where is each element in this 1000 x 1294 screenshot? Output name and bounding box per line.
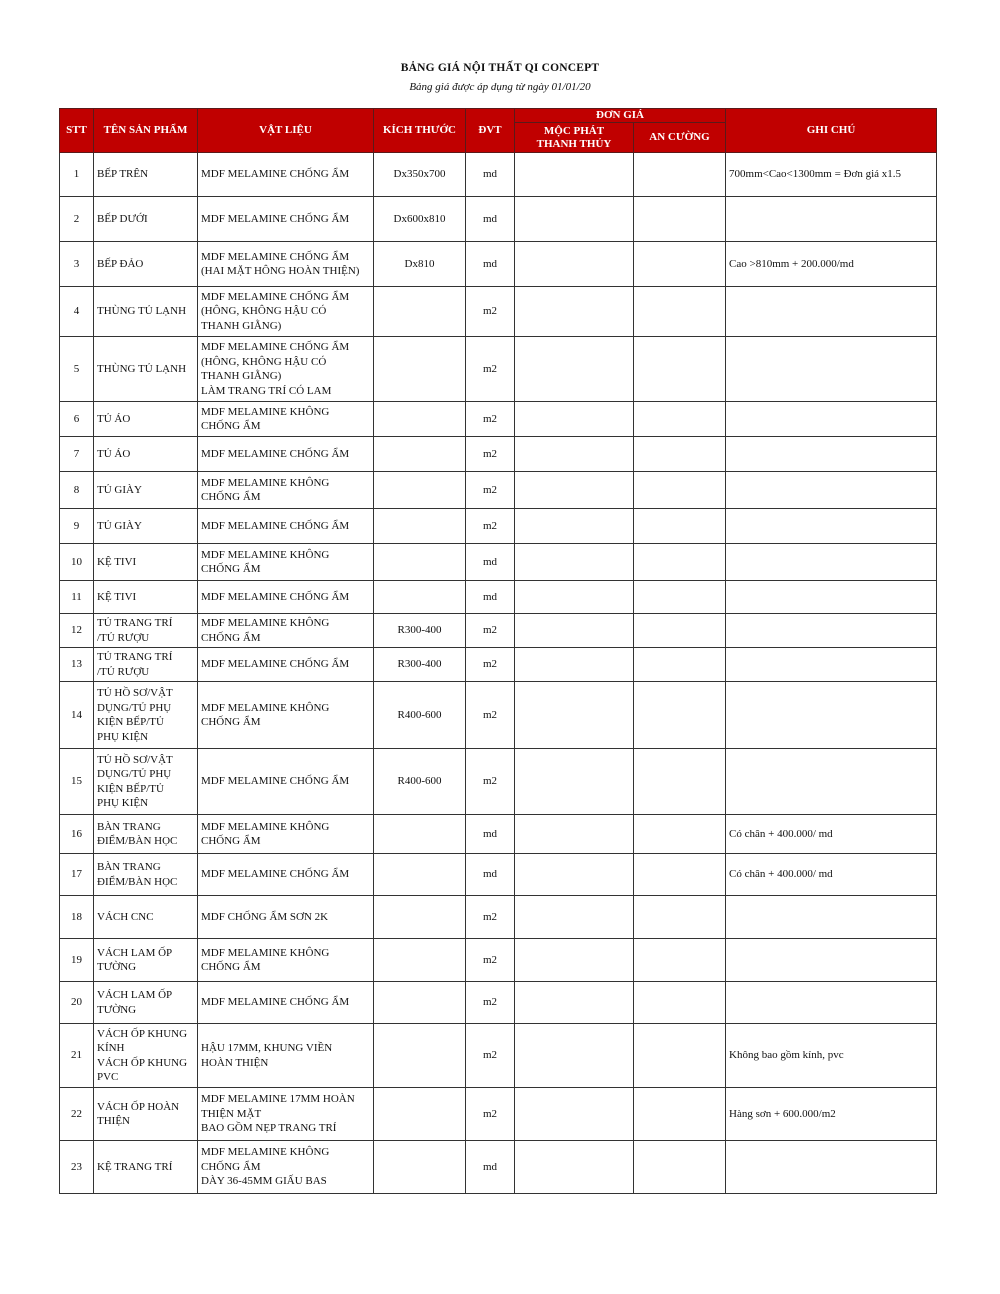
row-unit: m2 [466,1024,515,1088]
row-material: MDF MELAMINE CHỐNG ẨM (HÔNG, KHÔNG HẬU CÓ THANH GIẰNG) LÀM TRANG TRÍ CÓ LAM [198,337,374,402]
row-price-an-cuong [634,437,726,472]
row-stt: 8 [60,472,94,509]
table-row [60,982,937,1024]
row-product-name: TỦ TRANG TRÍ /TỦ RƯỢU [94,614,198,648]
row-unit: md [466,197,515,242]
row-note [726,1141,937,1194]
row-price-moc-phat [515,1141,634,1194]
row-product-name: BÀN TRANG ĐIỂM/BÀN HỌC [94,854,198,896]
row-price-an-cuong [634,1024,726,1088]
row-price-an-cuong [634,287,726,337]
row-product-name: TỦ GIÀY [94,509,198,544]
row-size: R300-400 [374,648,466,682]
table-row [60,402,937,437]
row-price-moc-phat [515,982,634,1024]
row-note [726,749,937,815]
row-product-name: TỦ TRANG TRÍ /TỦ RƯỢU [94,648,198,682]
row-price-an-cuong [634,939,726,982]
header-product-name: TÊN SẢN PHẨM [94,109,198,153]
row-unit: m2 [466,939,515,982]
row-material: MDF MELAMINE CHỐNG ẨM [198,437,374,472]
row-unit: md [466,854,515,896]
row-material: MDF MELAMINE KHÔNG CHỐNG ẨM [198,815,374,854]
row-material: MDF MELAMINE CHỐNG ẨM [198,153,374,197]
row-unit: m2 [466,614,515,648]
row-unit: m2 [466,509,515,544]
row-unit: md [466,1141,515,1194]
row-unit: m2 [466,749,515,815]
row-stt: 21 [60,1024,94,1088]
row-material: MDF MELAMINE CHỐNG ẨM (HÔNG, KHÔNG HẬU CÓ THANH GIẰNG) [198,287,374,337]
header-price-an-cuong: AN CƯỜNG [634,123,726,153]
row-material: MDF MELAMINE KHÔNG CHỐNG ẨM DÀY 36-45MM GIẤU BAS [198,1141,374,1194]
row-unit: md [466,581,515,614]
table-row [60,939,937,982]
header-price-moc-phat: MỘC PHÁT THANH THỦY [515,123,634,153]
document-title: BẢNG GIÁ NỘI THẤT QI CONCEPT [400,62,600,74]
row-price-an-cuong [634,153,726,197]
row-note [726,896,937,939]
row-stt: 23 [60,1141,94,1194]
row-price-an-cuong [634,815,726,854]
row-note [726,648,937,682]
document-subtitle: Bảng giá được áp dụng từ ngày 01/01/20 [409,81,591,93]
row-material: MDF CHỐNG ẨM SƠN 2K [198,896,374,939]
row-note [726,337,937,402]
row-product-name: TỦ ÁO [94,402,198,437]
row-stt: 4 [60,287,94,337]
row-unit: md [466,153,515,197]
row-material: MDF MELAMINE KHÔNG CHỐNG ẨM [198,614,374,648]
row-note: Cao >810mm + 200.000/md [726,242,937,287]
row-size [374,402,466,437]
row-product-name: TỦ GIÀY [94,472,198,509]
header-unit: ĐVT [466,109,515,153]
header-material: VẬT LIỆU [198,109,374,153]
row-material: MDF MELAMINE 17MM HOÀN THIỆN MẶT BAO GỒM NẸP TRANG TRÍ [198,1088,374,1141]
row-note: Có chân + 400.000/ md [726,815,937,854]
table-row [60,1141,937,1194]
row-stt: 6 [60,402,94,437]
row-size: Dx350x700 [374,153,466,197]
row-material: MDF MELAMINE KHÔNG CHỐNG ẨM [198,544,374,581]
row-size [374,437,466,472]
row-note [726,614,937,648]
table-row [60,437,937,472]
row-material: MDF MELAMINE CHỐNG ẨM [198,509,374,544]
row-note [726,509,937,544]
table-row [60,1088,937,1141]
row-stt: 1 [60,153,94,197]
row-product-name: KỆ TIVI [94,544,198,581]
row-note [726,982,937,1024]
row-note: Có chân + 400.000/ md [726,854,937,896]
row-price-an-cuong [634,614,726,648]
header-stt: STT [60,109,94,153]
row-size [374,509,466,544]
header-unit-price: ĐƠN GIÁ [515,109,726,123]
row-price-moc-phat [515,682,634,749]
row-price-moc-phat [515,1024,634,1088]
row-note: Không bao gồm kính, pvc [726,1024,937,1088]
row-stt: 13 [60,648,94,682]
row-material: MDF MELAMINE CHỐNG ẨM [198,581,374,614]
row-product-name: THÙNG TỦ LẠNH [94,337,198,402]
row-size: R300-400 [374,614,466,648]
row-price-an-cuong [634,896,726,939]
row-price-an-cuong [634,472,726,509]
row-product-name: TỦ HỒ SƠ/VẬT DỤNG/TỦ PHỤ KIỆN BẾP/TỦ PHỤ KIỆN [94,749,198,815]
table-row [60,544,937,581]
row-material: HẬU 17MM, KHUNG VIỀN HOÀN THIỆN [198,1024,374,1088]
row-material: MDF MELAMINE KHÔNG CHỐNG ẨM [198,682,374,749]
row-price-moc-phat [515,337,634,402]
table-row [60,287,937,337]
row-stt: 20 [60,982,94,1024]
row-size [374,581,466,614]
row-unit: m2 [466,648,515,682]
row-price-moc-phat [515,509,634,544]
table-row [60,337,937,402]
row-note [726,287,937,337]
table-row [60,472,937,509]
table-row [60,242,937,287]
row-price-moc-phat [515,242,634,287]
row-price-moc-phat [515,472,634,509]
row-price-moc-phat [515,648,634,682]
header-note: GHI CHÚ [726,109,937,153]
row-note: 700mm<Cao<1300mm = Đơn giá x1.5 [726,153,937,197]
row-price-an-cuong [634,749,726,815]
row-price-an-cuong [634,581,726,614]
row-price-an-cuong [634,682,726,749]
row-note [726,682,937,749]
row-stt: 12 [60,614,94,648]
row-stt: 16 [60,815,94,854]
row-price-an-cuong [634,544,726,581]
row-note: Hàng sơn + 600.000/m2 [726,1088,937,1141]
row-unit: m2 [466,1088,515,1141]
row-size [374,939,466,982]
row-price-an-cuong [634,982,726,1024]
row-size: Dx600x810 [374,197,466,242]
row-unit: md [466,242,515,287]
row-product-name: TỦ ÁO [94,437,198,472]
row-stt: 15 [60,749,94,815]
row-unit: m2 [466,287,515,337]
row-note [726,402,937,437]
row-material: MDF MELAMINE KHÔNG CHỐNG ẨM [198,939,374,982]
row-price-an-cuong [634,1088,726,1141]
table-row [60,815,937,854]
row-price-moc-phat [515,1088,634,1141]
row-size [374,982,466,1024]
row-price-moc-phat [515,749,634,815]
row-note [726,939,937,982]
row-material: MDF MELAMINE CHỐNG ẨM [198,648,374,682]
row-stt: 14 [60,682,94,749]
table-row [60,509,937,544]
row-material: MDF MELAMINE CHỐNG ẨM [198,982,374,1024]
row-product-name: VÁCH LAM ỐP TƯỜNG [94,939,198,982]
row-size [374,815,466,854]
row-stt: 7 [60,437,94,472]
row-price-moc-phat [515,815,634,854]
table-row [60,581,937,614]
row-material: MDF MELAMINE CHỐNG ẨM (HAI MẶT HÔNG HOÀN THIỆN) [198,242,374,287]
row-price-moc-phat [515,402,634,437]
row-note [726,437,937,472]
row-size: R400-600 [374,682,466,749]
row-price-moc-phat [515,544,634,581]
row-unit: md [466,544,515,581]
row-price-an-cuong [634,854,726,896]
row-unit: m2 [466,437,515,472]
table-row [60,682,937,749]
row-product-name: VÁCH ỐP KHUNG KÍNH VÁCH ỐP KHUNG PVC [94,1024,198,1088]
row-product-name: BẾP DƯỚI [94,197,198,242]
row-note [726,544,937,581]
row-price-moc-phat [515,939,634,982]
row-price-an-cuong [634,402,726,437]
row-price-moc-phat [515,287,634,337]
row-size [374,1024,466,1088]
row-price-an-cuong [634,197,726,242]
row-product-name: THÙNG TỦ LẠNH [94,287,198,337]
row-price-an-cuong [634,1141,726,1194]
row-size: R400-600 [374,749,466,815]
row-size [374,287,466,337]
row-price-moc-phat [515,197,634,242]
row-note [726,581,937,614]
row-price-an-cuong [634,242,726,287]
row-product-name: TỦ HỒ SƠ/VẬT DỤNG/TỦ PHỤ KIỆN BẾP/TỦ PHỤ KIỆN [94,682,198,749]
row-price-moc-phat [515,614,634,648]
table-row [60,854,937,896]
table-row [60,1024,937,1088]
row-size [374,472,466,509]
price-table [59,108,937,1194]
row-stt: 2 [60,197,94,242]
row-stt: 10 [60,544,94,581]
row-product-name: KỆ TIVI [94,581,198,614]
row-size [374,337,466,402]
row-size [374,1088,466,1141]
row-price-moc-phat [515,896,634,939]
row-product-name: BÀN TRANG ĐIỂM/BÀN HỌC [94,815,198,854]
row-stt: 3 [60,242,94,287]
row-size [374,896,466,939]
row-price-an-cuong [634,337,726,402]
row-size [374,1141,466,1194]
table-row [60,153,937,197]
row-unit: m2 [466,896,515,939]
row-product-name: KỆ TRANG TRÍ [94,1141,198,1194]
row-stt: 17 [60,854,94,896]
row-unit: m2 [466,472,515,509]
row-price-moc-phat [515,153,634,197]
row-price-moc-phat [515,854,634,896]
row-size [374,854,466,896]
row-note [726,472,937,509]
row-unit: m2 [466,337,515,402]
row-note [726,197,937,242]
row-material: MDF MELAMINE KHÔNG CHỐNG ẨM [198,472,374,509]
row-material: MDF MELAMINE KHÔNG CHỐNG ẨM [198,402,374,437]
row-size [374,544,466,581]
row-stt: 5 [60,337,94,402]
row-product-name: VÁCH ỐP HOÀN THIỆN [94,1088,198,1141]
row-stt: 18 [60,896,94,939]
table-row [60,749,937,815]
row-product-name: VÁCH CNC [94,896,198,939]
row-stt: 22 [60,1088,94,1141]
header-size: KÍCH THƯỚC [374,109,466,153]
row-unit: m2 [466,982,515,1024]
row-size: Dx810 [374,242,466,287]
row-stt: 9 [60,509,94,544]
row-product-name: VÁCH LAM ỐP TƯỜNG [94,982,198,1024]
table-row [60,896,937,939]
table-row [60,648,937,682]
row-material: MDF MELAMINE CHỐNG ẨM [198,749,374,815]
row-product-name: BẾP ĐẢO [94,242,198,287]
row-unit: m2 [466,682,515,749]
row-material: MDF MELAMINE CHỐNG ẨM [198,854,374,896]
row-product-name: BẾP TRÊN [94,153,198,197]
row-price-moc-phat [515,581,634,614]
table-row [60,197,937,242]
row-stt: 19 [60,939,94,982]
row-price-an-cuong [634,648,726,682]
row-material: MDF MELAMINE CHỐNG ẨM [198,197,374,242]
row-price-moc-phat [515,437,634,472]
row-unit: md [466,815,515,854]
row-stt: 11 [60,581,94,614]
row-unit: m2 [466,402,515,437]
row-price-an-cuong [634,509,726,544]
table-row [60,614,937,648]
